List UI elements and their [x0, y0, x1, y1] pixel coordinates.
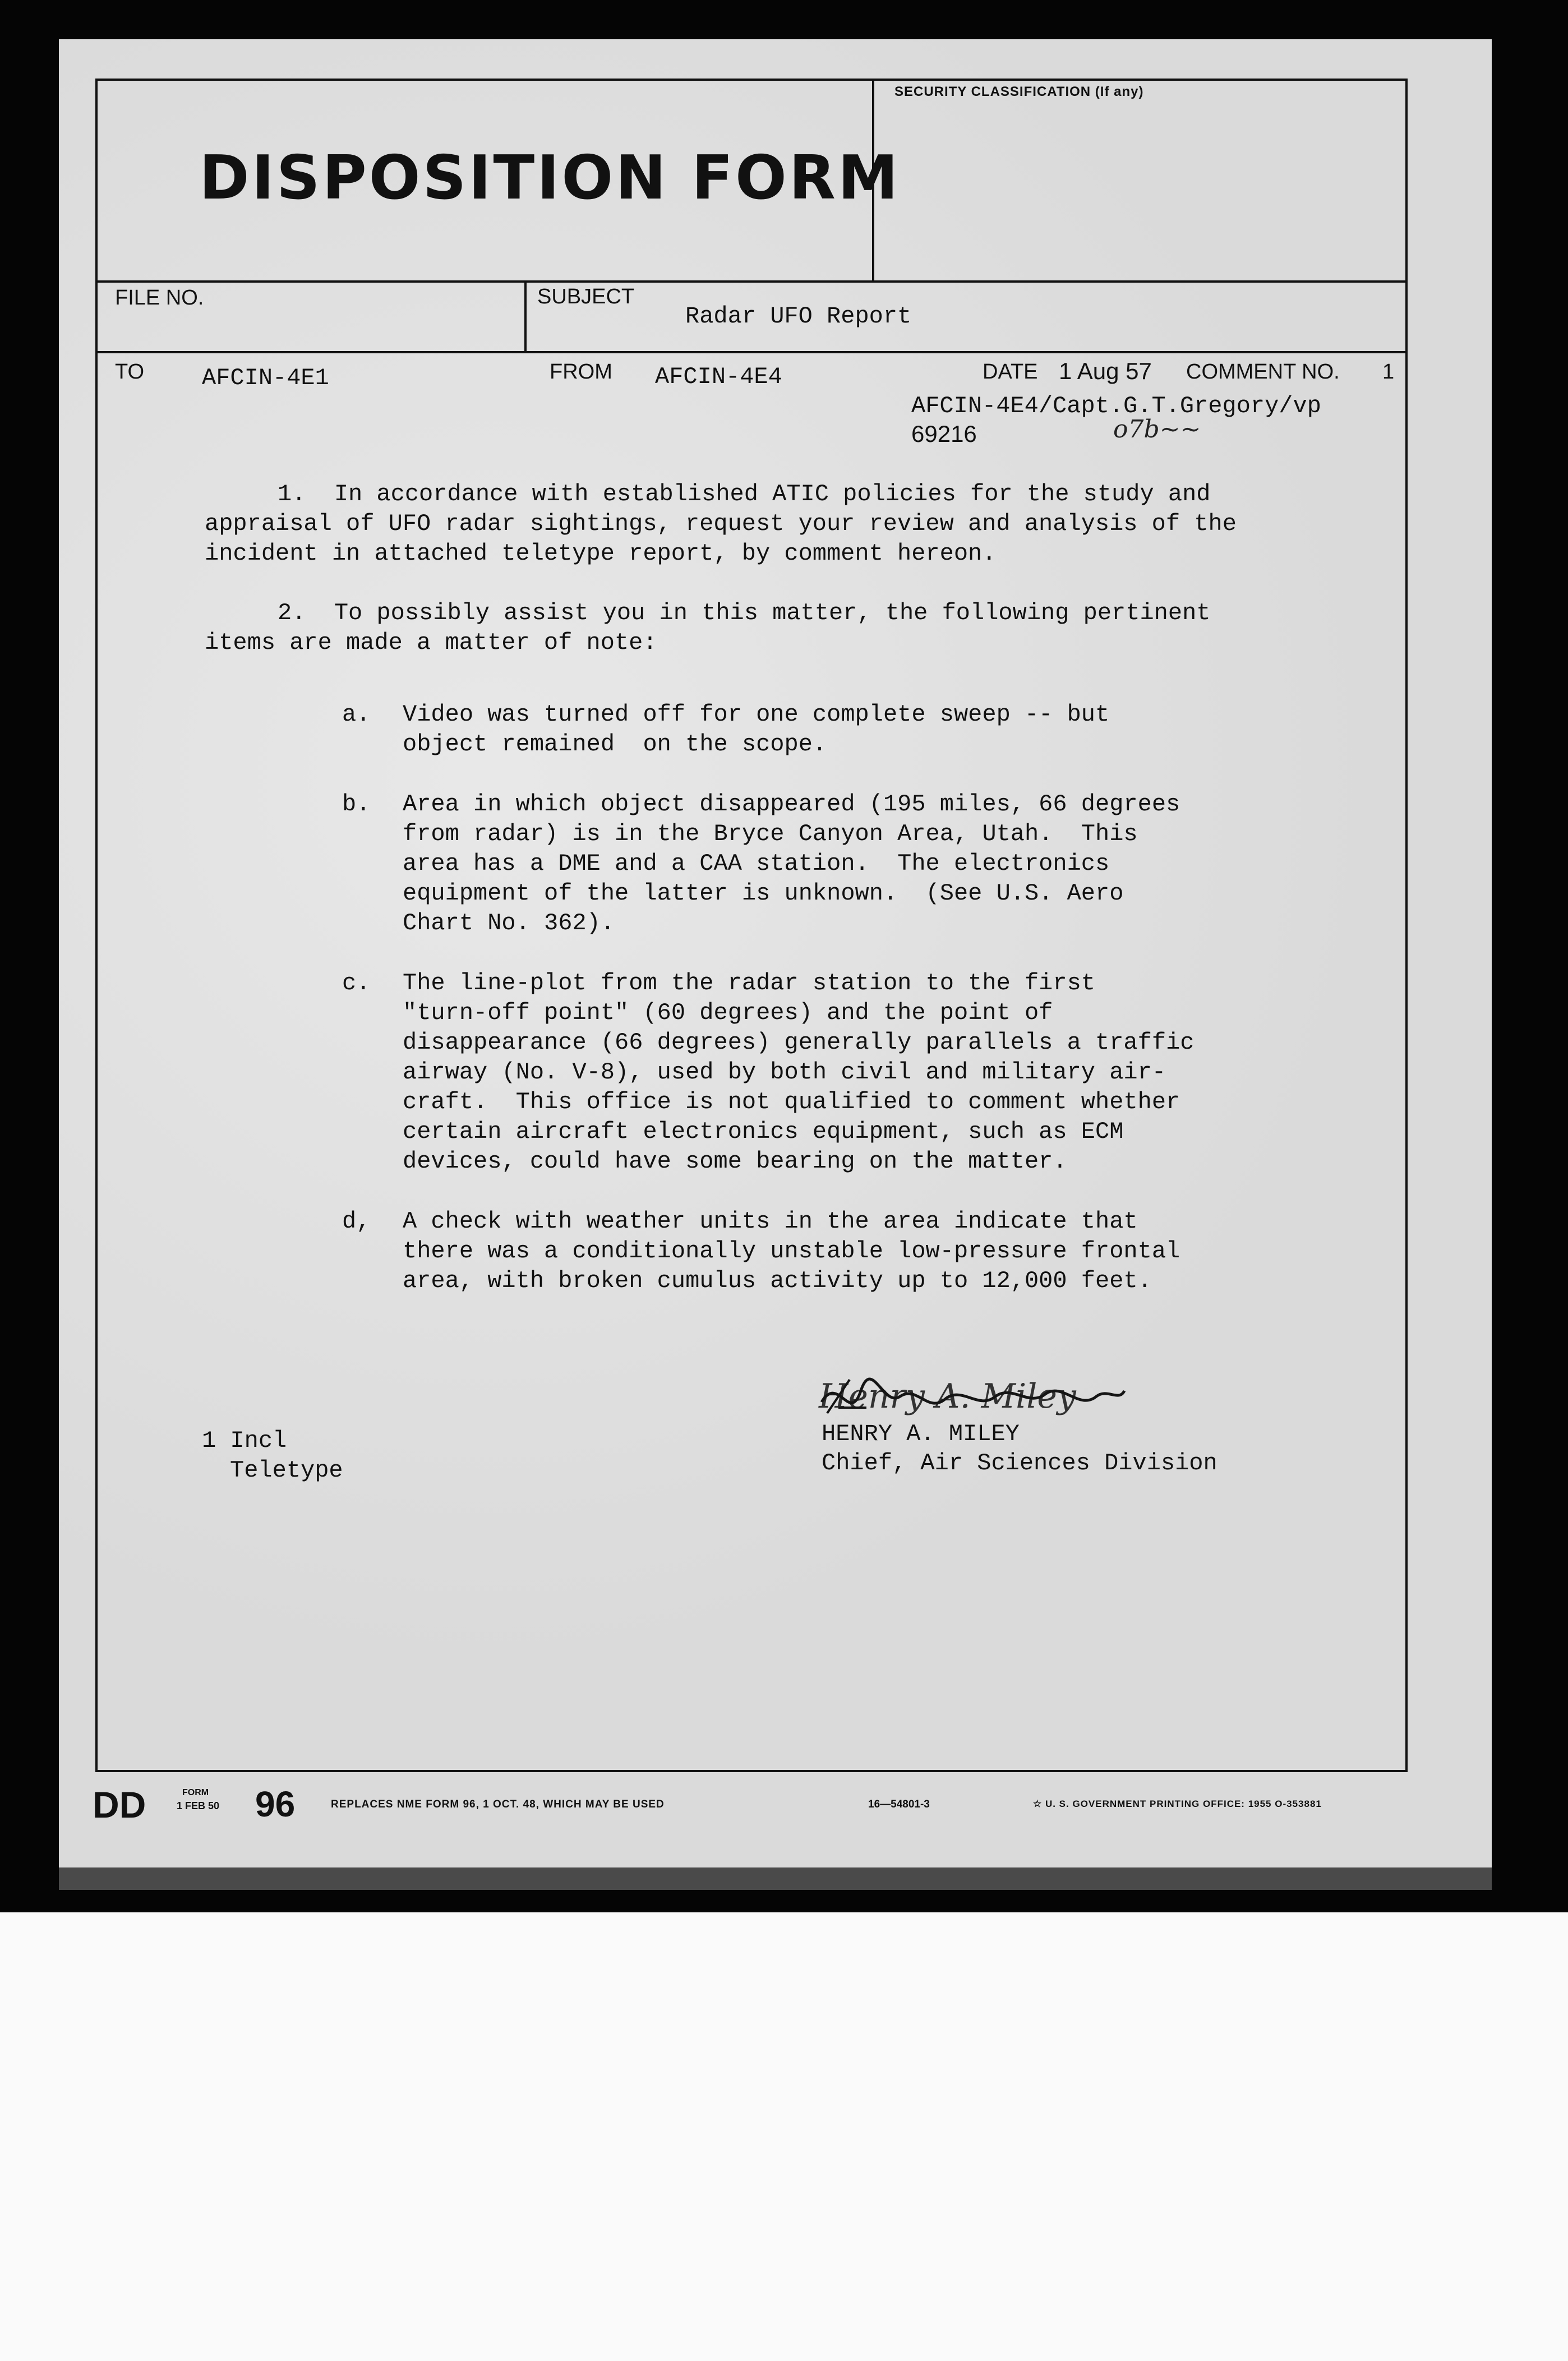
footer-form-date: 1 FEB 50 — [177, 1800, 220, 1811]
item-a-text: Video was turned off for one complete sweep -- but object remained on the scope. — [403, 701, 1110, 758]
subject-divider — [524, 280, 527, 352]
originator-line: AFCIN-4E4/Capt.G.T.Gregory/vp — [911, 393, 1321, 419]
signer-title: Chief, Air Sciences Division — [822, 1450, 1217, 1477]
date-value: 1 Aug 57 — [1059, 358, 1152, 384]
security-classification-label: SECURITY CLASSIFICATION (If any) — [894, 84, 1144, 99]
footer-printer: ☆ U. S. GOVERNMENT PRINTING OFFICE: 1955 O-353881 — [1033, 1799, 1322, 1809]
handwritten-signature-text: Henry A. Miley — [819, 1377, 1076, 1416]
enclosure-item: Teletype — [230, 1457, 343, 1484]
form-title: DISPOSITION FORM — [199, 143, 901, 213]
signer-name: HENRY A. MILEY — [822, 1421, 1020, 1447]
subject-bottom-line — [95, 351, 1408, 353]
from-label: FROM — [550, 360, 612, 384]
header-bottom-line — [95, 280, 1408, 283]
item-a-letter: a. — [342, 701, 371, 728]
scan-edge-strip — [59, 1867, 1492, 1890]
to-value: AFCIN-4E1 — [202, 365, 329, 391]
file-no-label: FILE NO. — [115, 286, 204, 310]
enclosure-count: 1 Incl — [202, 1427, 287, 1454]
item-b-text: Area in which object disappeared (195 miles, 66 degrees from radar) is in the Bryce Canyon Area, Utah. This area has a DME and a CAA station. The electronics equipment of the latter is unknown. (See U.S. Aero Chart No. 362). — [403, 791, 1180, 937]
subject-label: SUBJECT — [537, 285, 635, 308]
comment-no-label: COMMENT NO. — [1186, 360, 1340, 384]
item-b-letter: b. — [342, 791, 371, 818]
phone-extension: 69216 — [911, 421, 977, 447]
item-c-letter: c. — [342, 970, 371, 997]
item-c-text: The line-plot from the radar station to the first "turn-off point" (60 degrees) and the point of disappearance (66 degrees) generally parallels a traffic airway (No. V-8), used by both civil and military air- craft. This office is not qualified to comment whether certain aircraft electronics equipment, such as ECM devices, could have some bearing on the matter. — [403, 970, 1195, 1175]
from-value: AFCIN-4E4 — [655, 363, 782, 390]
paragraph-2: 2. To possibly assist you in this matter, the following pertinent items are made a matter of note: — [205, 600, 1211, 656]
footer-replaces-note: REPLACES NME FORM 96, 1 OCT. 48, WHICH MAY BE USED — [331, 1799, 665, 1810]
date-label: DATE — [983, 360, 1038, 384]
item-d-letter: d, — [342, 1208, 371, 1235]
handwritten-extension: o7b~~ — [1113, 415, 1201, 444]
footer-dd: DD — [93, 1784, 146, 1825]
to-label: TO — [115, 360, 145, 384]
paragraph-1: 1. In accordance with established ATIC policies for the study and appraisal of UFO radar sightings, request your review and analysis of the incident in attached teletype report, by comment hereon. — [205, 481, 1237, 567]
footer-stock-number: 16—54801-3 — [868, 1799, 930, 1810]
footer-form-number: 96 — [255, 1784, 296, 1824]
subject-value: Radar UFO Report — [685, 303, 912, 330]
item-d-text: A check with weather units in the area indicate that there was a conditionally unstable low-pressure frontal area, with broken cumulus activity up to 12,000 feet. — [403, 1208, 1180, 1294]
footer-form-label: FORM — [182, 1788, 209, 1797]
comment-no-value: 1 — [1382, 360, 1395, 384]
